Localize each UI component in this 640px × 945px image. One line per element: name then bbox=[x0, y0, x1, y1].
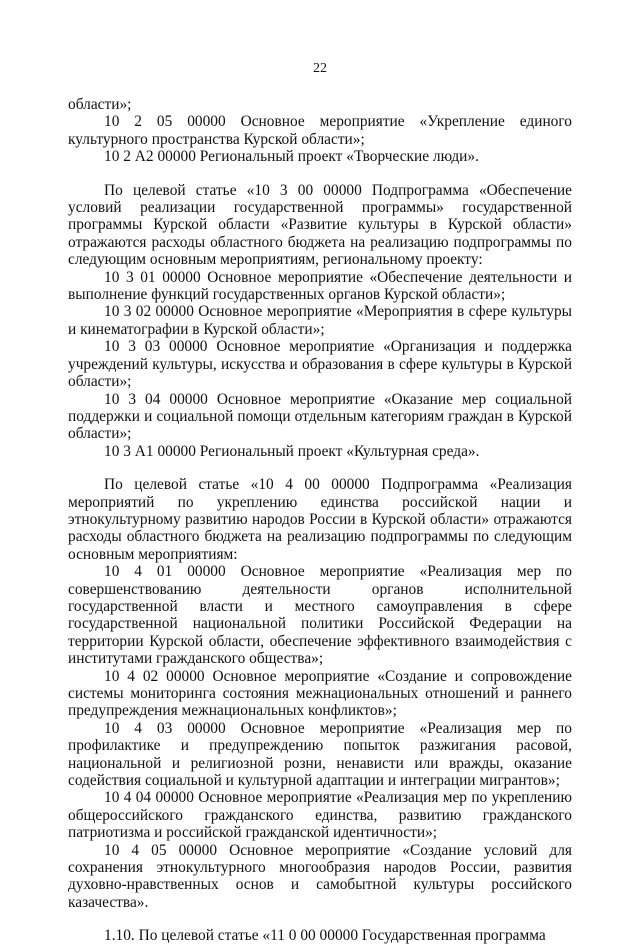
paragraph-gap bbox=[68, 911, 572, 927]
paragraph: области»; bbox=[68, 96, 132, 113]
paragraph: 10 4 02 00000 Основное мероприятие «Создание и сопровождение системы мониторинга состояния межнациональных отношений и раннего предупреждения межнациональных конфликтов»; bbox=[68, 667, 572, 720]
paragraph: 10 3 03 00000 Основное мероприятие «Организация и поддержка учреждений культуры, искусства и образования в сфере культуры в Курской области»; bbox=[68, 338, 572, 391]
paragraph: 10 2 05 00000 Основное мероприятие «Укрепление единого культурного пространства Курской области»; bbox=[68, 113, 572, 148]
paragraph: 10 3 04 00000 Основное мероприятие «Оказание мер социальной поддержки и социальной помощи отдельным категориям граждан в Курской области»; bbox=[68, 390, 572, 443]
paragraph: 10 4 03 00000 Основное мероприятие «Реализация мер по профилактике и предупреждению попыток разжигания расовой, национальной и религиозной розни, ненависти или вражды, оказание содействия социальной и культурной адаптации и интеграции мигрантов»; bbox=[68, 719, 572, 790]
paragraph: По целевой статье «10 3 00 00000 Подпрограмма «Обеспечение условий реализации государственной программы» государственной программы Курской области «Развитие культуры в Курской области» отражаются расходы областного бюджета на реализацию подпрограммы по следующим основным мероприятиям, региональному проекту: bbox=[68, 181, 572, 269]
paragraph: 10 2 А2 00000 Региональный проект «Творческие люди». bbox=[104, 148, 479, 166]
paragraph-gap bbox=[68, 460, 572, 476]
paragraph: 10 4 05 00000 Основное мероприятие «Создание условий для сохранения этнокультурного многообразия народов России, развития духовно-нравственных основ и самобытной культуры российского казачества». bbox=[68, 841, 572, 911]
paragraph: 1.10. По целевой статье «11 0 00 00000 Государственная программа bbox=[104, 927, 546, 945]
paragraph: По целевой статье «10 4 00 00000 Подпрограмма «Реализация мероприятий по укреплению единства российской нации и этнокультурному развитию народов России в Курской области» отражаются расходы областного бюджета на реализацию подпрограммы по следующим основным мероприятиям: bbox=[68, 476, 572, 563]
paragraph: 10 3 А1 00000 Региональный проект «Культурная среда». bbox=[104, 442, 480, 460]
document-body bbox=[68, 96, 572, 945]
page-number: 22 bbox=[313, 61, 327, 76]
paragraph: 10 4 01 00000 Основное мероприятие «Реализация мер по совершенствованию деятельности органов исполнительной государственной власти и местного самоуправления в сфере государственной национальной политики Российской Федерации на территории Курской области, обеспечение эффективного взаимодействия с институтами гражданского общества»; bbox=[68, 563, 572, 668]
paragraph: 10 4 04 00000 Основное мероприятие «Реализация мер по укреплению общероссийского гражданского единства, развитию гражданского патриотизма и российской гражданской идентичности»; bbox=[68, 789, 572, 842]
paragraph: 10 3 02 00000 Основное мероприятие «Мероприятия в сфере культуры и кинематографии в Курской области»; bbox=[68, 303, 572, 338]
paragraph: 10 3 01 00000 Основное мероприятие «Обеспечение деятельности и выполнение функций государственных органов Курской области»; bbox=[68, 268, 572, 304]
paragraph-gap bbox=[68, 166, 572, 182]
